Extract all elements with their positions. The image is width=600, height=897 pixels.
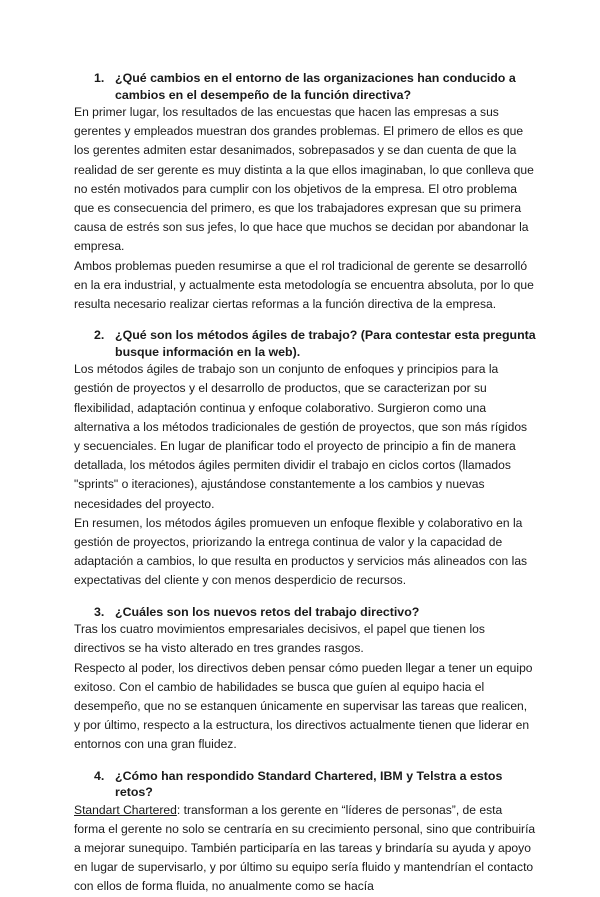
answer-1-paragraph-2: Ambos problemas pueden resumirse a que el rol tradicional de gerente se desarrolló en la era industrial, y actualmente esta metodología se encuentra absoluta, por lo que resulta necesario realizar ciertas reformas a la función directiva de la empresa. bbox=[74, 258, 534, 312]
document-page bbox=[74, 70, 536, 897]
question-4-text: ¿Cómo han respondido Standard Chartered, IBM y Telstra a estos retos? bbox=[115, 768, 503, 800]
question-1-number: 1. bbox=[94, 71, 105, 85]
question-1-text: ¿Qué cambios en el entorno de las organizaciones han conducido a cambios en el desempeño de la función directiva? bbox=[115, 71, 516, 102]
question-2-text: ¿Qué son los métodos ágiles de trabajo? (Para contestar esta pregunta busque información en la web). bbox=[115, 328, 536, 359]
question-3-heading bbox=[74, 604, 536, 621]
question-2-heading bbox=[74, 327, 536, 360]
answer-3-paragraph-2: Respecto al poder, los directivos deben pensar cómo pueden llegar a tener un equipo exitoso. Con el cambio de habilidades se busca que guíen al equipo hacia el desempeño, que no se estanquen únicamente en supervisar las tareas que realicen, y por último, respecto a la estructura, los directivos actualmente tienen que liderar en entornos con una gran fluidez. bbox=[74, 660, 533, 752]
question-1-heading bbox=[74, 70, 536, 103]
answer-1-paragraph-1: En primer lugar, los resultados de las encuestas que hacen las empresas a sus gerentes y empleados muestran dos grandes problemas. El primero de ellos es que los gerentes admiten estar desanimados, sobrepasados y se dan cuenta de que la realidad de ser gerente es muy distinta a la que ellos imaginaban, lo que conlleva que no estén motivados para cumplir con los objetivos de la empresa. El otro problema que es consecuencia del primero, es que los trabajadores expresan que su primera causa de estrés son sus jefes, lo que hace que muchos se decidan por abandonar la empresa. bbox=[74, 105, 534, 254]
answer-4-paragraph-1 bbox=[74, 801, 536, 897]
company-label-standard-chartered: Standart Chartered bbox=[74, 802, 177, 817]
answer-4-body: : transforman a los gerente en “líderes de personas”, de esta forma el gerente no solo se centraría en su crecimiento personal, sino que contribuiría a mejorar sunequipo. También participaría en las tareas y brindaría su ayuda y apoyo en lugar de supervisarlo, y por último su equipo sería fluido y mantendrían el contacto con ellos de forma fluida, no anualmente como se hacía bbox=[74, 802, 536, 894]
answer-2-paragraph-2: En resumen, los métodos ágiles promueven un enfoque flexible y colaborativo en la gestión de proyectos, priorizando la entrega continua de valor y la capacidad de adaptación a cambios, lo que resulta en productos y servicios más alineados con las expectativas del cliente y con menos desperdicio de recursos. bbox=[74, 515, 528, 588]
question-3-number: 3. bbox=[94, 604, 105, 619]
question-2-number: 2. bbox=[94, 328, 105, 343]
question-4-heading bbox=[74, 768, 536, 801]
answer-2-paragraph-1: Los métodos ágiles de trabajo son un conjunto de enfoques y principios para la gestión de proyectos y el desarrollo de productos, que se caracterizan por su flexibilidad, adaptación continua y enfoque colaborativo. Surgieron como una alternativa a los métodos tradicionales de gestión de proyectos, que son más rígidos y secuenciales. En lugar de planificar todo el proyecto de principio a fin de manera detallada, los métodos ágiles permiten dividir el trabajo en ciclos cortos (llamados "sprints" o iteraciones), ajustándose constantemente a los cambios y nuevas necesidades del proyecto. bbox=[74, 362, 528, 511]
answer-3-paragraph-1: Tras los cuatro movimientos empresariales decisivos, el papel que tienen los directivos se ha visto alterado en tres grandes rasgos. bbox=[74, 622, 485, 656]
question-3-text: ¿Cuáles son los nuevos retos del trabajo directivo? bbox=[115, 604, 420, 619]
question-4-number: 4. bbox=[94, 768, 105, 783]
